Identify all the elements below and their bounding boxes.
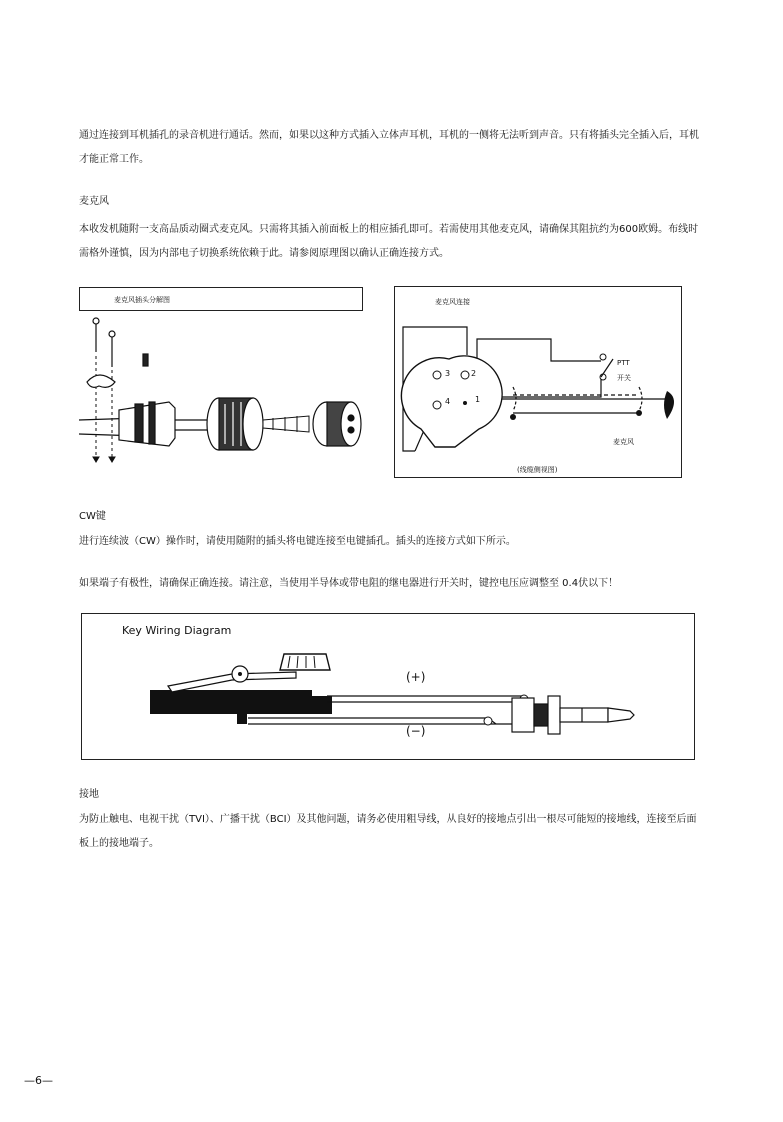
pin-4-label: 4 [445,397,451,406]
ground-heading: 接地 [79,789,99,800]
cw-heading: CW键 [79,511,106,522]
mic-connection-diagram [395,287,683,479]
mic-paragraph: 本收发机随附一支高品质动圈式麦克风。只需将其插入前面板上的相应插孔即可。若需使用其他麦克风，请确保其阻抗约为600欧姆。布线时需格外谨慎，因为内部电子切换系统依赖于此。请参阅原理图以确认正确连接方式。 [79,224,699,259]
cw-paragraph: 进行连续波（CW）操作时，请使用随附的插头将电键连接至电键插孔。插头的连接方式如下所示。 [79,536,516,547]
pin-2-label: 2 [471,369,477,378]
cable-side-caption: (线缆侧视图) [517,466,558,474]
plug-figure-title-box [79,287,363,311]
mic-connection-figure [394,286,682,478]
mic-connection-title: 麦克风连接 [435,298,470,306]
pin-3-label: 3 [445,369,451,378]
ptt-label: PTT [617,359,630,367]
plug-figure-title: 麦克风插头分解图 [114,296,170,304]
page-number: —6— [24,1074,53,1087]
key-wiring-drawing [82,614,696,761]
switch-label: 开关 [617,374,631,382]
mic-heading: 麦克风 [79,196,109,207]
pin-1-label: 1 [475,395,481,404]
mic-label: 麦克风 [613,438,634,446]
minus-label: (−) [406,724,426,738]
plus-label: (+) [406,670,426,684]
key-wiring-figure [81,613,695,760]
plug-exploded-drawing [79,312,369,472]
intro-paragraph: 通过连接到耳机插孔的录音机进行通话。然而，如果以这种方式插入立体声耳机，耳机的一侧将无法听到声音。只有将插头完全插入后，耳机才能正常工作。 [79,130,699,165]
ground-paragraph: 为防止触电、电视干扰（TVI）、广播干扰（BCI）及其他问题，请务必使用粗导线，从良好的接地点引出一根尽可能短的接地线，连接至后面板上的接地端子。 [79,814,697,849]
key-wiring-title: Key Wiring Diagram [122,624,232,637]
polarity-paragraph: 如果端子有极性，请确保正确连接。请注意，当使用半导体或带电阻的继电器进行开关时，键控电压应调整至 0.4伏以下！ [79,578,619,589]
